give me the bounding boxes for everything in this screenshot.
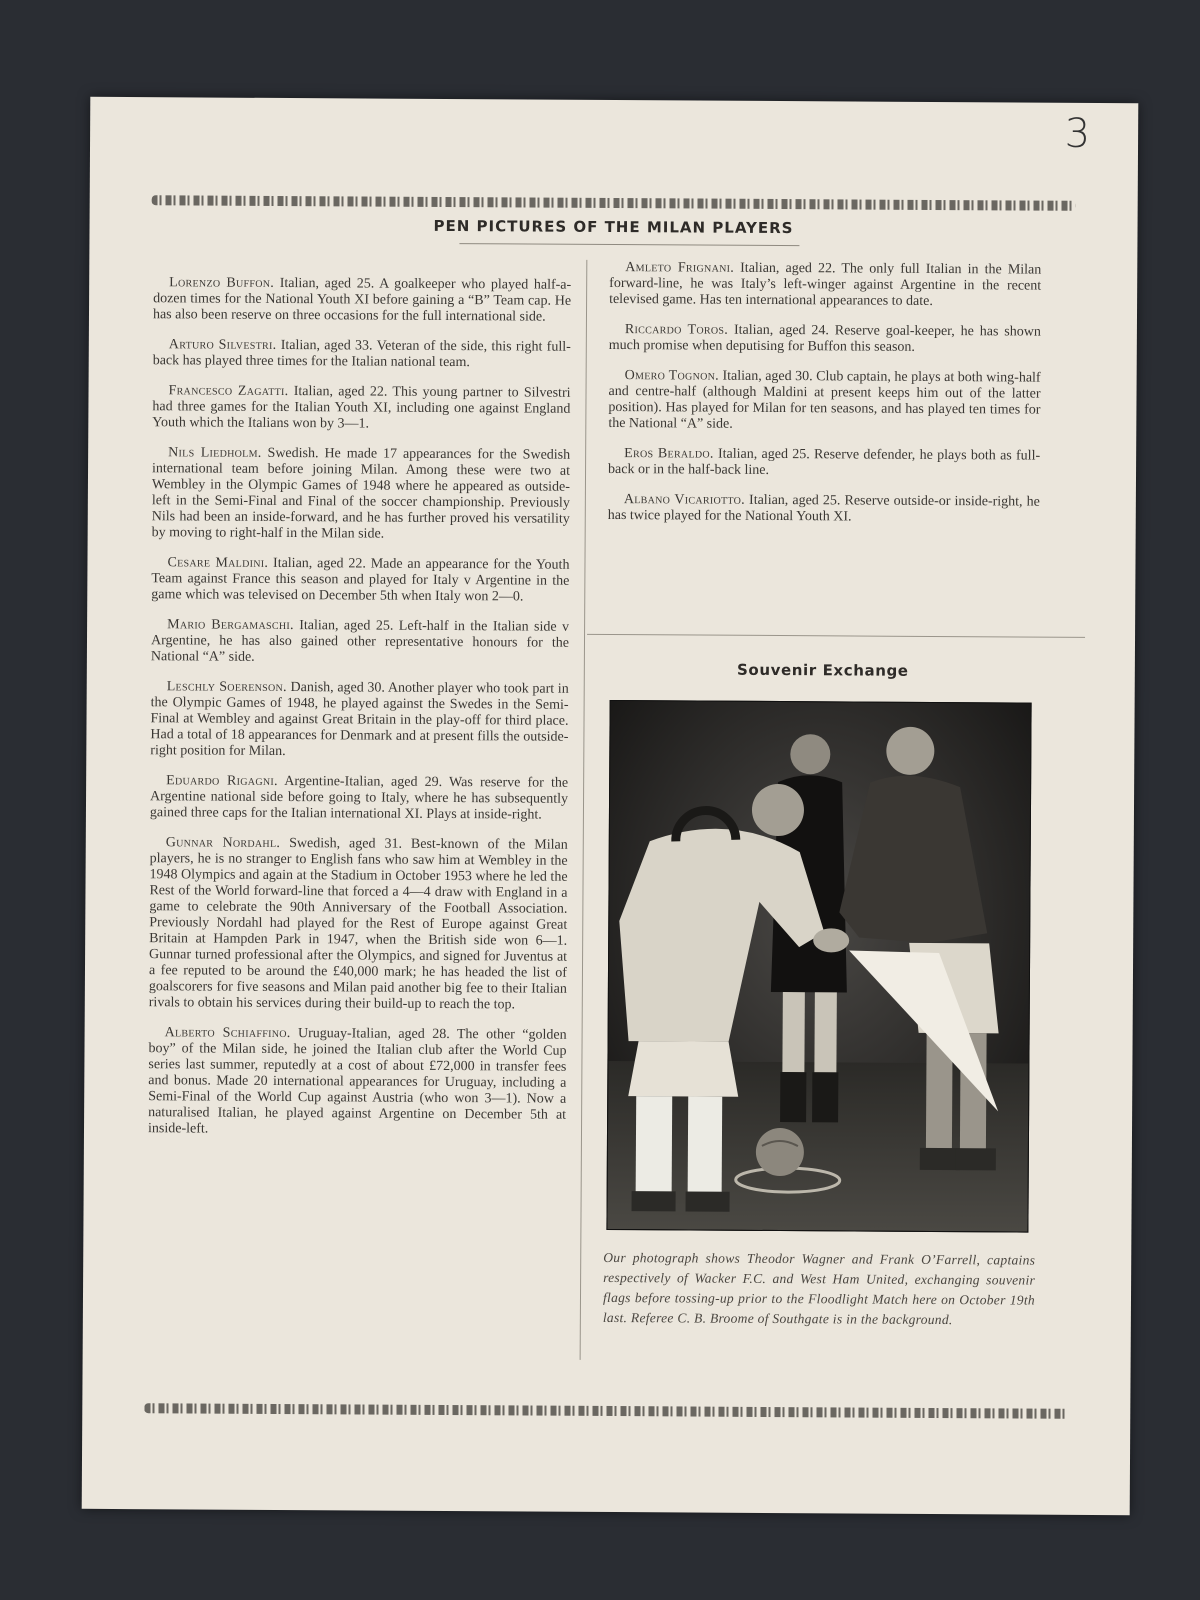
- programme-page: [82, 97, 1139, 1515]
- player-name: Riccardo Toros.: [624, 322, 729, 338]
- player-name: Eros Beraldo.: [624, 446, 714, 462]
- player-entry: [608, 492, 1040, 527]
- player-name: Mario Bergamaschi.: [167, 617, 294, 634]
- player-entry: [608, 368, 1040, 435]
- title-underline: [459, 243, 799, 246]
- player-name: Amleto Frignani.: [625, 260, 735, 276]
- souvenir-heading: Souvenir Exchange: [736, 660, 909, 680]
- player-bio: Swedish, aged 31. Best-known of the Milan players, he is no stranger to English fans who saw him at Wembley in the 1948 Olympics and again at the Stadium in October 1953 where he led the Rest of the World forward-line that forced a 4—4 draw with England in a game to celebrate the 90th Anniversary of the Football Association. Previously Nordahl had played for the Rest of Europe against Great Britain at Hampden Park in 1947, when the British side won 6—1. Gunnar turned professional after the Olympics, and signed for Juventus at a fee reputed to be around the £40,000 mark; he has headed the list of goalscorers for five seasons and Milan paid another big fee to their Italian rivals to obtain his services during their build-up to reach the top.: [148, 835, 568, 1013]
- player-name: Cesare Maldini.: [167, 555, 269, 571]
- ornamental-border-top: [152, 195, 1076, 211]
- ornamental-border-bottom: [144, 1403, 1068, 1419]
- page-number: 3: [1064, 110, 1091, 157]
- player-entry: [608, 446, 1040, 481]
- player-entry: [149, 835, 568, 1014]
- player-entry: [609, 322, 1041, 357]
- handshake: [813, 928, 849, 952]
- player-entry: [153, 337, 571, 372]
- player-bio: Italian, aged 25. Left-half in the Italian side v Argentine, he has also gained other representative honours for the National “A” side.: [150, 618, 570, 665]
- section-divider: [587, 634, 1085, 638]
- souvenir-photograph: [606, 700, 1031, 1233]
- player-name: Nils Liedholm.: [168, 445, 262, 461]
- player-name: Omero Tognon.: [624, 368, 720, 384]
- player-name: Francesco Zagatti.: [168, 383, 289, 400]
- player-entry: [148, 1025, 567, 1140]
- player-entry: [609, 260, 1041, 311]
- player-name: Eduardo Rigagni.: [166, 773, 278, 789]
- player-bio: Italian, aged 24. Reserve goal-keeper, he has shown much promise when deputising for Buffon this season.: [608, 322, 1041, 355]
- player-name: Alberto Schiaffino.: [164, 1025, 291, 1042]
- player-name: Lorenzo Buffon.: [169, 275, 275, 291]
- column-divider: [580, 260, 588, 1360]
- player-bio: Italian, aged 30. Club captain, he plays at both wing-half and centre-half (although Maldini at present keeps him out of the latter position). Has played for Milan for ten seasons, and has played ten times for the National “A” side.: [608, 368, 1041, 432]
- player-entry: [150, 773, 568, 824]
- photo-caption: Our photograph shows Theodor Wagner and Frank O’Farrell, captains respectively of Wacker F.C. and West Ham United, exchanging souvenir flags before tossing-up prior to the Floodlight Match here on October 19th last. Referee C. B. Broome of Southgate is in the background.: [602, 1249, 1036, 1328]
- player-bio: Italian, aged 22. The only full Italian in the Milan forward-line, he was Italy’s left-winger against Argentine in the recent televised game. Has ten international appearances to date.: [609, 260, 1042, 309]
- player-bio: Italian, aged 25. Reserve defender, he plays both as full-back or in the half-back line.: [608, 446, 1041, 478]
- player-bio: Italian, aged 33. Veteran of the side, this right full-back has played three times for the Italian national team.: [152, 337, 571, 371]
- player-entry: [151, 555, 569, 606]
- player-name: Arturo Silvestri.: [168, 337, 277, 353]
- player-bio: Italian, aged 22. Made an appearance for the Youth Team against France this season and played for Italy v Argentine in the game which was televised on December 5th when Italy won 2—0.: [151, 555, 570, 605]
- player-name: Gunnar Nordahl.: [165, 835, 281, 851]
- player-bio: Uruguay-Italian, aged 28. The other “golden boy” of the Milan side, he joined the Italian club after the World Cup series last summer, reputedly at a cost of about £72,000 in transfer fees and bonus. Made 20 international appearances for Uruguay, including a Semi-Final of the World Cup against Austria (who won 3—1). Now a naturalised Italian, he played against Argentine on December 5th at inside-left.: [147, 1026, 567, 1137]
- photo-illustration: [607, 701, 1030, 1232]
- player-bio: Danish, aged 30. Another player who took part in the Olympic Games of 1948, he played against the Swedes in the Semi-Final at Wembley and against Great Britain in the play-off for third place. Had a total of 18 appearances for Denmark and at present fills the outside-right position for Milan.: [150, 680, 569, 760]
- player-entry: [153, 275, 571, 326]
- player-bio: Italian, aged 25. Reserve outside-or inside-right, he has twice played for the National Youth XI.: [607, 492, 1040, 525]
- player-name: Leschly Soerenson.: [166, 679, 287, 696]
- page-title: PEN PICTURES OF THE MILAN PLAYERS: [433, 216, 794, 238]
- player-bio: Argentine-Italian, aged 29. Was reserve for the Argentine national side before going to Italy, where he has subsequently gained three caps for the Italian international XI. Plays at inside-right.: [149, 773, 569, 823]
- right-column: [608, 260, 1042, 541]
- player-bio: Italian, aged 22. This young partner to Silvestri had three games for the Italian Youth XI, including one against England Youth which the Italians won by 3—1.: [152, 384, 571, 432]
- player-entry: [152, 445, 571, 544]
- player-entry: [152, 383, 570, 434]
- player-bio: Swedish. He made 17 appearances for the Swedish international team before joining Milan. Among these were two at Wembley in the Olympic Games of 1948 where he appeared as outside-left in the Semi-Final and Final of the soccer championship. Previously Nils had been an inside-forward, and he has further proved his versatility by moving to right-half in the Milan side.: [151, 445, 571, 542]
- player-bio: Italian, aged 25. A goalkeeper who played half-a-dozen times for the National Youth XI before gaining a “B” Team cap. He has also been reserve on three occasions for the full international side.: [152, 275, 572, 325]
- player-entry: [150, 679, 568, 762]
- player-entry: [151, 617, 569, 668]
- left-column: [148, 275, 571, 1154]
- player-name: Albano Vicariotto.: [623, 492, 746, 508]
